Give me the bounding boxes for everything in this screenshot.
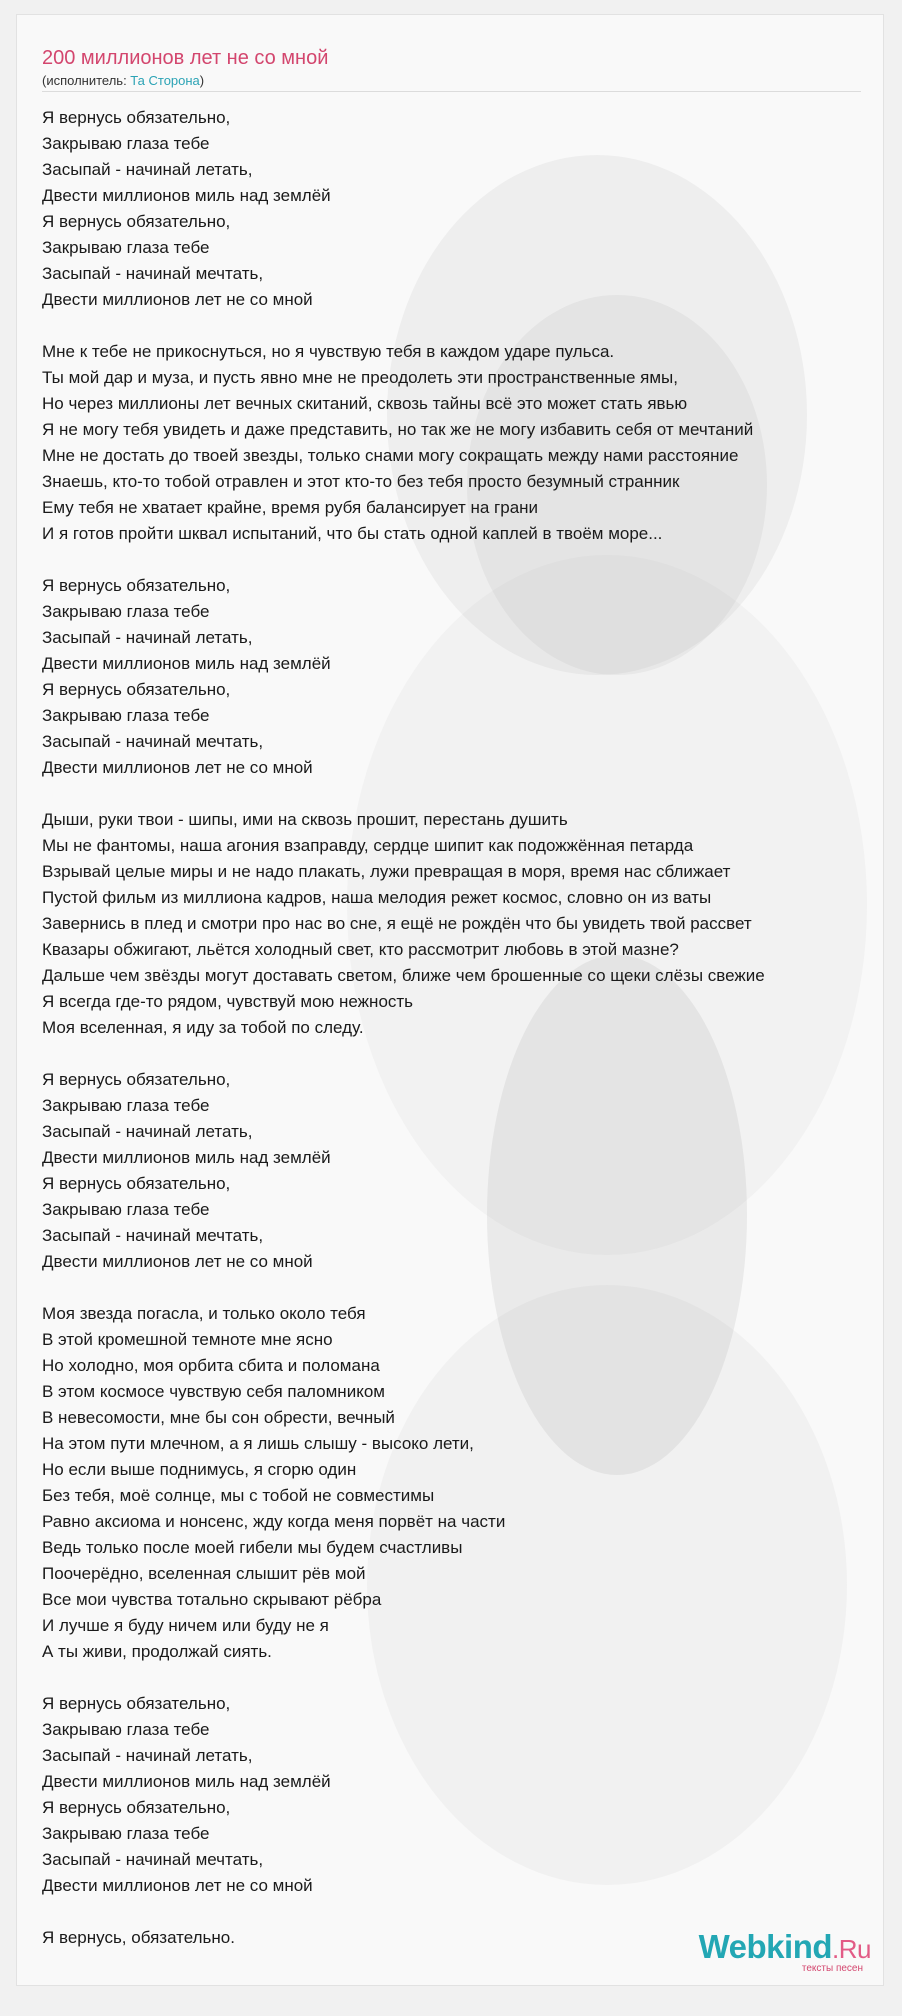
lyrics-line: Двести миллионов миль над землёй	[42, 1772, 331, 1791]
lyrics-line: На этом пути млечном, а я лишь слышу - высоко лети,	[42, 1434, 474, 1453]
lyrics-line: Дыши, руки твои - шипы, ими на сквозь прошит, перестань душить	[42, 810, 568, 829]
lyrics-line: Взрывай целые миры и не надо плакать, лужи превращая в моря, время нас сближает	[42, 862, 731, 881]
lyrics-line: Равно аксиома и нонсенс, жду когда меня порвёт на части	[42, 1512, 506, 1531]
lyrics-line: Закрываю глаза тебе	[42, 1720, 210, 1739]
lyrics-line: Засыпай - начинай летать,	[42, 628, 253, 647]
lyrics-line: Поочерёдно, вселенная слышит рёв мой	[42, 1564, 366, 1583]
lyrics-line: Засыпай - начинай летать,	[42, 160, 253, 179]
artist-suffix: )	[199, 73, 205, 88]
lyrics-line: Мне не достать до твоей звезды, только снами могу сокращать между нами расстояние	[42, 446, 739, 465]
lyrics-line: Ему тебя не хватает крайне, время рубя балансирует на грани	[42, 498, 539, 517]
lyrics-line: Засыпай - начинай мечтать,	[42, 732, 264, 751]
lyrics-line: Закрываю глаза тебе	[42, 1824, 210, 1843]
lyrics-line: Ведь только после моей гибели мы будем счастливы	[42, 1538, 463, 1557]
lyrics-line: Моя звезда погасла, и только около тебя	[42, 1304, 366, 1323]
artist-line	[42, 73, 883, 89]
lyrics-stanza	[42, 105, 883, 313]
artist-link[interactable]: Та Сторона	[130, 73, 200, 88]
lyrics-line: Но через миллионы лет вечных скитаний, сквозь тайны всё это может стать явью	[42, 394, 688, 413]
lyrics-line: Засыпай - начинай летать,	[42, 1746, 253, 1765]
lyrics-line: Закрываю глаза тебе	[42, 134, 210, 153]
lyrics-stanza	[42, 1691, 883, 1899]
lyrics-line: Без тебя, моё солнце, мы с тобой не совместимы	[42, 1486, 435, 1505]
logo-tld: .Ru	[832, 1934, 871, 1964]
lyrics-line: Я вернусь обязательно,	[42, 1694, 231, 1713]
lyrics-stanza	[42, 339, 883, 547]
lyrics-line: Я вернусь обязательно,	[42, 1798, 231, 1817]
lyrics-line: Мне к тебе не прикоснуться, но я чувствую тебя в каждом ударе пульса.	[42, 342, 615, 361]
lyrics-line: Но холодно, моя орбита сбита и поломана	[42, 1356, 380, 1375]
lyrics-page	[16, 14, 884, 1986]
lyrics-line: Но если выше поднимусь, я сгорю один	[42, 1460, 357, 1479]
lyrics-text	[17, 89, 883, 1951]
lyrics-line: В невесомости, мне бы сон обрести, вечный	[42, 1408, 395, 1427]
lyrics-line: Мы не фантомы, наша агония взаправду, сердце шипит как подожжённая петарда	[42, 836, 694, 855]
lyrics-line: Засыпай - начинай мечтать,	[42, 1226, 264, 1245]
lyrics-line: И я готов пройти шквал испытаний, что бы стать одной каплей в твоём море...	[42, 524, 663, 543]
artist-prefix: (исполнитель:	[42, 73, 131, 88]
lyrics-line: Квазары обжигают, льётся холодный свет, кто рассмотрит любовь в этой мазне?	[42, 940, 679, 959]
lyrics-line: Закрываю глаза тебе	[42, 1200, 210, 1219]
lyrics-line: Двести миллионов лет не со мной	[42, 758, 313, 777]
lyrics-line: Двести миллионов миль над землёй	[42, 654, 331, 673]
lyrics-line: А ты живи, продолжай сиять.	[42, 1642, 272, 1661]
lyrics-stanza	[42, 573, 883, 781]
lyrics-line: Я вернусь, обязательно.	[42, 1928, 235, 1947]
lyrics-line: И лучше я буду ничем или буду не я	[42, 1616, 329, 1635]
site-logo[interactable]	[699, 1929, 871, 1975]
lyrics-line: Двести миллионов лет не со мной	[42, 1252, 313, 1271]
lyrics-line: Ты мой дар и муза, и пусть явно мне не преодолеть эти пространственные ямы,	[42, 368, 678, 387]
lyrics-line: Двести миллионов лет не со мной	[42, 1876, 313, 1895]
lyrics-line: Закрываю глаза тебе	[42, 238, 210, 257]
lyrics-line: Я вернусь обязательно,	[42, 576, 231, 595]
lyrics-line: Двести миллионов миль над землёй	[42, 1148, 331, 1167]
lyrics-line: Я вернусь обязательно,	[42, 1174, 231, 1193]
lyrics-line: Закрываю глаза тебе	[42, 706, 210, 725]
lyrics-line: Я вернусь обязательно,	[42, 680, 231, 699]
lyrics-line: Двести миллионов миль над землёй	[42, 186, 331, 205]
lyrics-stanza	[42, 807, 883, 1041]
lyrics-line: Моя вселенная, я иду за тобой по следу.	[42, 1018, 364, 1037]
logo-tagline: тексты песен	[801, 1963, 863, 1974]
lyrics-stanza	[42, 1067, 883, 1275]
lyrics-line: Засыпай - начинай мечтать,	[42, 264, 264, 283]
lyrics-stanza	[42, 1301, 883, 1665]
lyrics-line: Я не могу тебя увидеть и даже представить, но так же не могу избавить себя от мечтаний	[42, 420, 754, 439]
lyrics-line: В этом космосе чувствую себя паломником	[42, 1382, 385, 1401]
lyrics-line: Я всегда где-то рядом, чувствуй мою нежность	[42, 992, 414, 1011]
lyrics-line: Закрываю глаза тебе	[42, 1096, 210, 1115]
lyrics-line: Закрываю глаза тебе	[42, 602, 210, 621]
lyrics-line: Завернись в плед и смотри про нас во сне, я ещё не рождён что бы увидеть твой рассвет	[42, 914, 752, 933]
lyrics-line: Дальше чем звёзды могут доставать светом, ближе чем брошенные со щеки слёзы свежие	[42, 966, 765, 985]
lyrics-line: Я вернусь обязательно,	[42, 108, 231, 127]
lyrics-line: Засыпай - начинай мечтать,	[42, 1850, 264, 1869]
logo-name: Webkind	[698, 1928, 833, 1965]
logo-wordmark	[699, 1929, 871, 1967]
lyrics-line: Пустой фильм из миллиона кадров, наша мелодия режет космос, словно он из ваты	[42, 888, 712, 907]
song-title: 200 миллионов лет не со мной	[42, 47, 329, 69]
lyrics-line: Засыпай - начинай летать,	[42, 1122, 253, 1141]
lyrics-line: Двести миллионов лет не со мной	[42, 290, 313, 309]
lyrics-line: Знаешь, кто-то тобой отравлен и этот кто-то без тебя просто безумный странник	[42, 472, 680, 491]
song-header	[17, 15, 883, 89]
lyrics-line: Все мои чувства тотально скрывают рёбра	[42, 1590, 382, 1609]
lyrics-line: Я вернусь обязательно,	[42, 1070, 231, 1089]
lyrics-line: В этой кромешной темноте мне ясно	[42, 1330, 333, 1349]
lyrics-line: Я вернусь обязательно,	[42, 212, 231, 231]
